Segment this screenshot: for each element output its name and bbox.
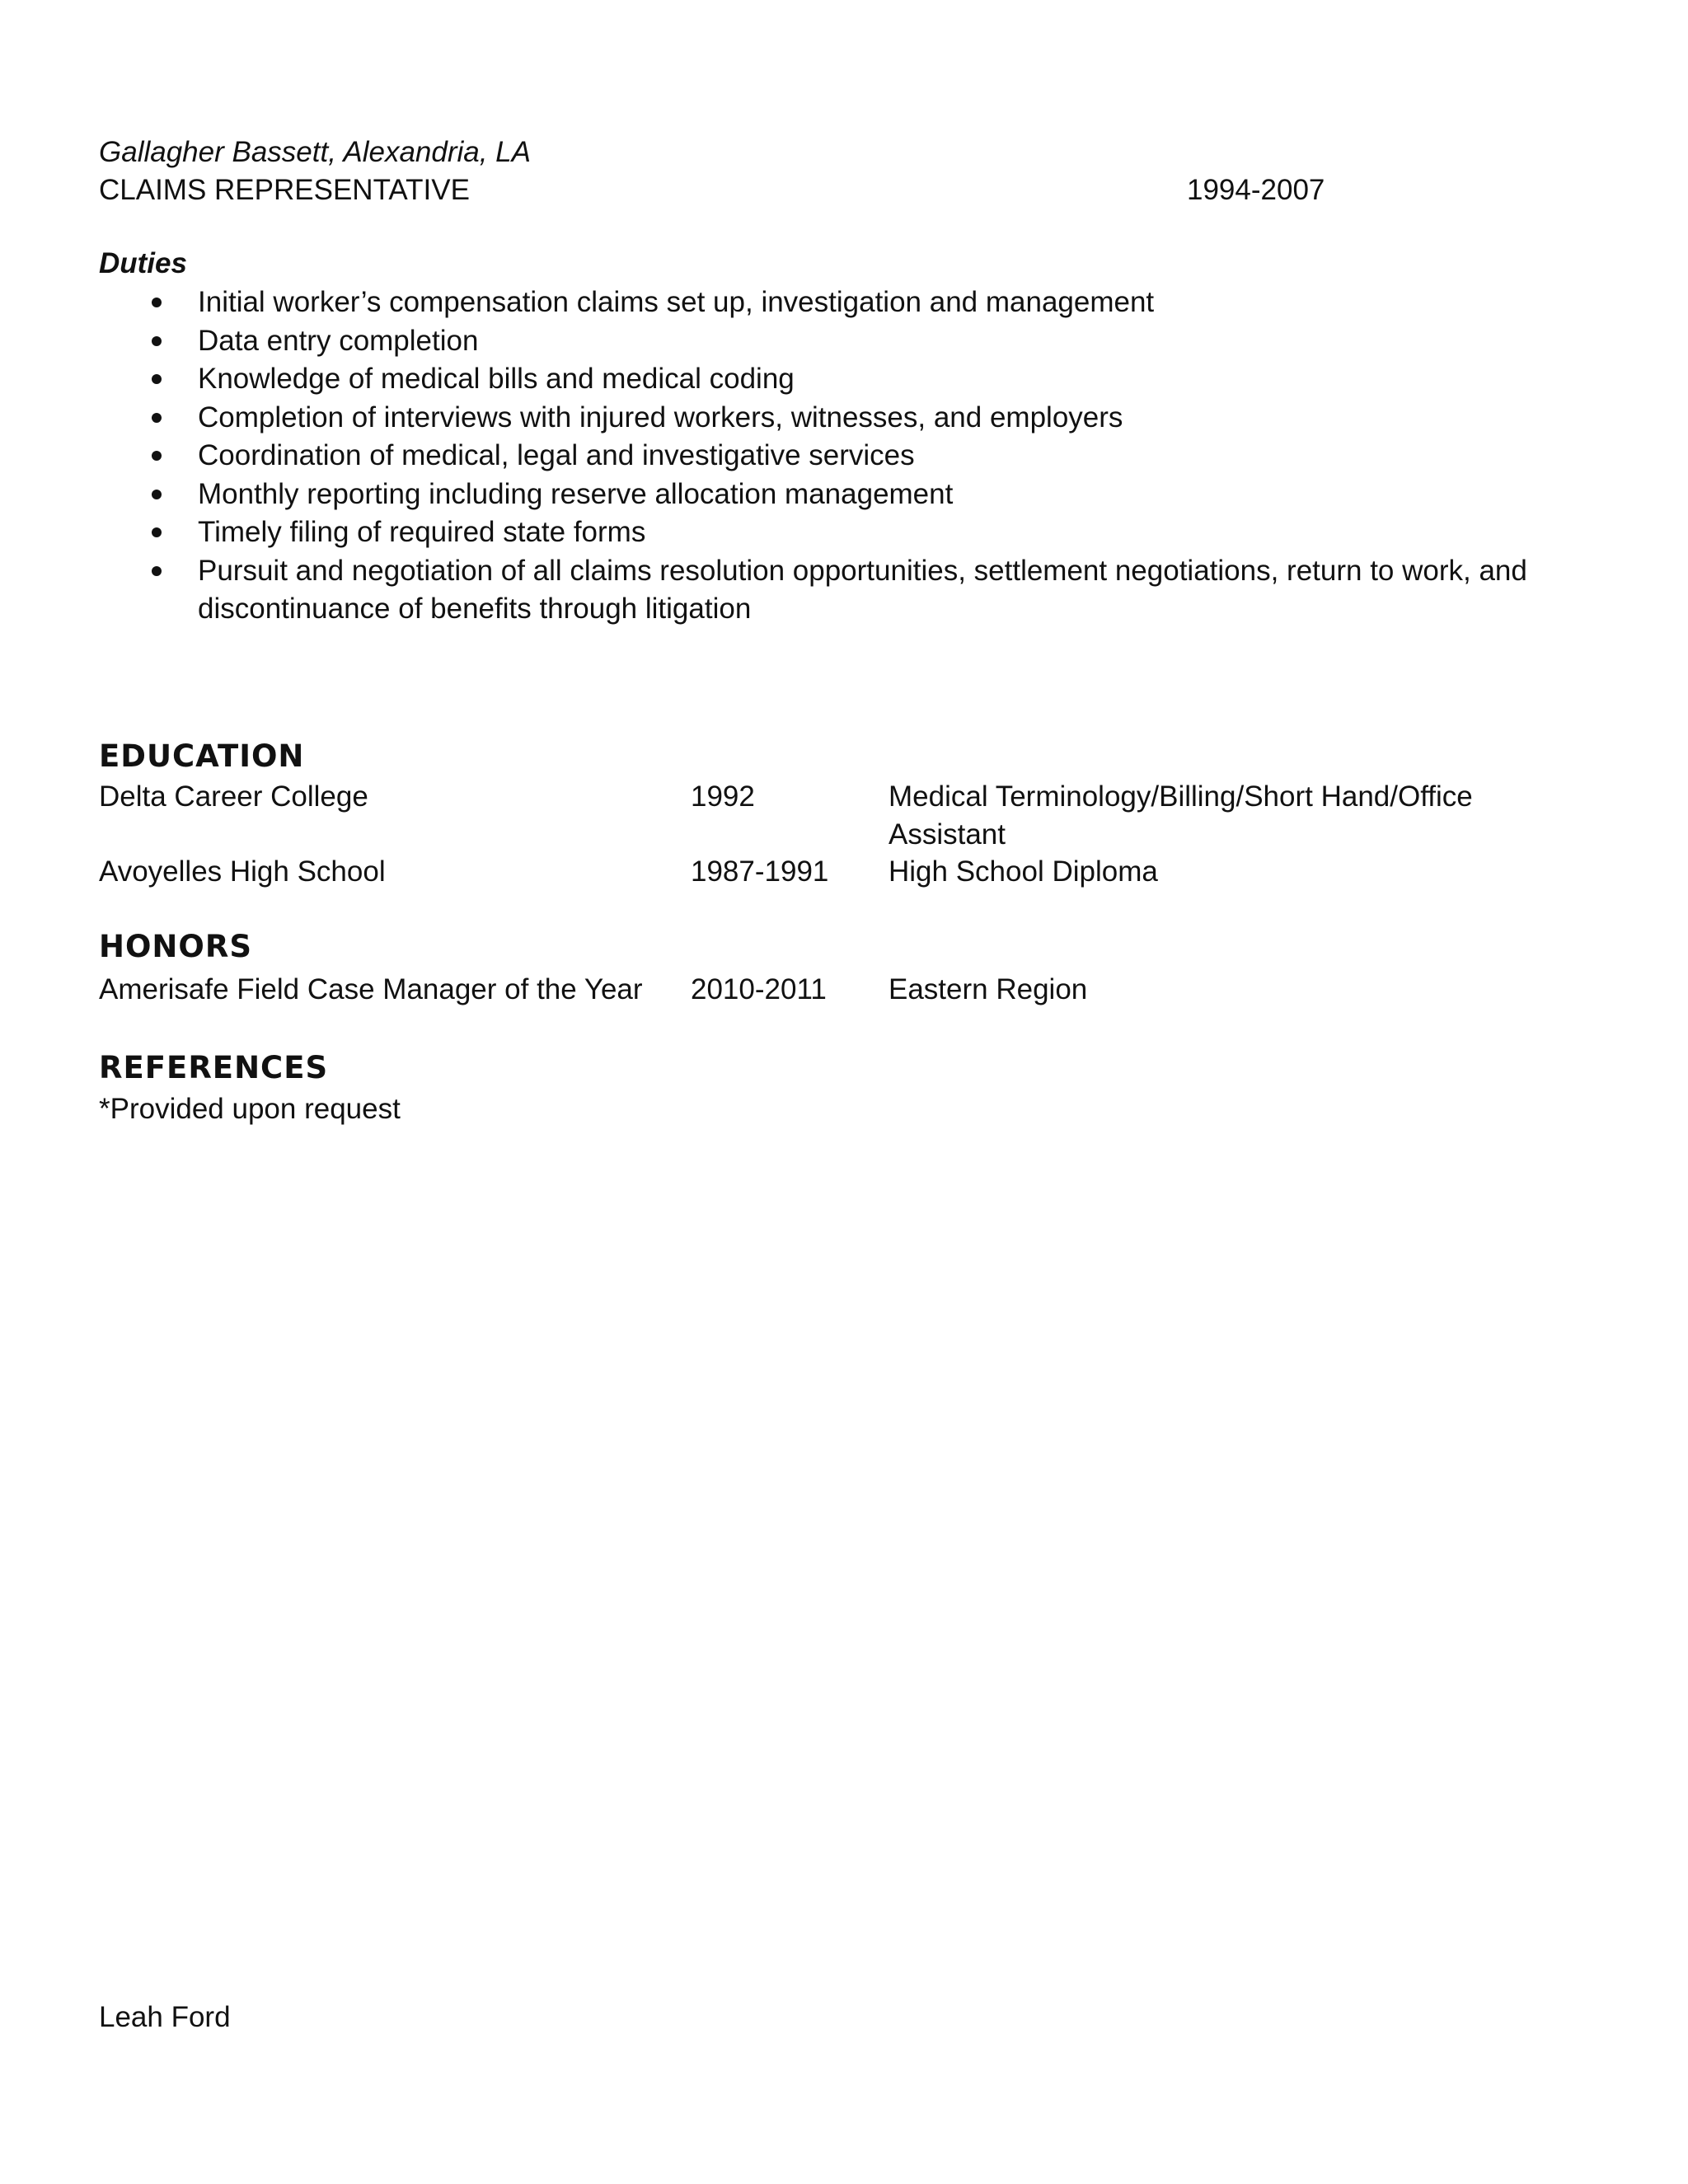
honors-heading: HONORS <box>99 929 252 964</box>
education-year: 1987-1991 <box>691 855 829 888</box>
education-detail: High School Diploma <box>889 855 1158 888</box>
duty-text: Knowledge of medical bills and medical coding <box>198 363 795 395</box>
education-year: 1992 <box>691 780 755 813</box>
education-school: Avoyelles High School <box>99 855 386 888</box>
references-heading: REFERENCES <box>99 1050 329 1085</box>
duty-text: Coordination of medical, legal and investigative services <box>198 439 915 471</box>
duty-item <box>99 552 1566 629</box>
duty-text: Data entry completion <box>198 324 479 357</box>
duty-item <box>99 284 1566 322</box>
duty-item <box>99 513 1566 552</box>
duty-item <box>99 399 1566 438</box>
footer-name: Leah Ford <box>99 2001 231 2033</box>
honor-year: 2010-2011 <box>691 973 827 1005</box>
bullet-icon <box>152 527 162 537</box>
bullet-icon <box>152 566 162 576</box>
duties-list <box>99 284 1566 629</box>
duty-item <box>99 360 1566 399</box>
duty-text: Monthly reporting including reserve allocation management <box>198 477 954 510</box>
references-text: *Provided upon request <box>99 1093 401 1125</box>
duty-item <box>99 437 1566 476</box>
bullet-icon <box>152 451 162 461</box>
duty-text: Initial worker’s compensation claims set up, investigation and management <box>198 286 1155 318</box>
education-heading: EDUCATION <box>99 738 305 774</box>
employer-name: Gallagher Bassett, Alexandria, LA <box>99 136 531 168</box>
bullet-icon <box>152 490 162 499</box>
duty-text: Timely filing of required state forms <box>198 516 646 548</box>
bullet-icon <box>152 298 162 307</box>
duty-item <box>99 476 1566 514</box>
duty-text: Pursuit and negotiation of all claims resolution opportunities, settlement negotiations, return to work, and discontinuance of benefits through litigation <box>198 554 1527 625</box>
bullet-icon <box>152 413 162 423</box>
duties-label: Duties <box>99 247 187 279</box>
duty-item <box>99 322 1566 361</box>
job-dates: 1994-2007 <box>1187 174 1325 206</box>
bullet-icon <box>152 374 162 384</box>
job-title: CLAIMS REPRESENTATIVE <box>99 174 470 206</box>
education-detail: Medical Terminology/Billing/Short Hand/Office Assistant <box>889 780 1473 851</box>
duty-text: Completion of interviews with injured workers, witnesses, and employers <box>198 401 1123 434</box>
bullet-icon <box>152 336 162 346</box>
honor-title: Amerisafe Field Case Manager of the Year <box>99 973 643 1005</box>
education-school: Delta Career College <box>99 780 368 813</box>
honor-detail: Eastern Region <box>889 973 1088 1005</box>
